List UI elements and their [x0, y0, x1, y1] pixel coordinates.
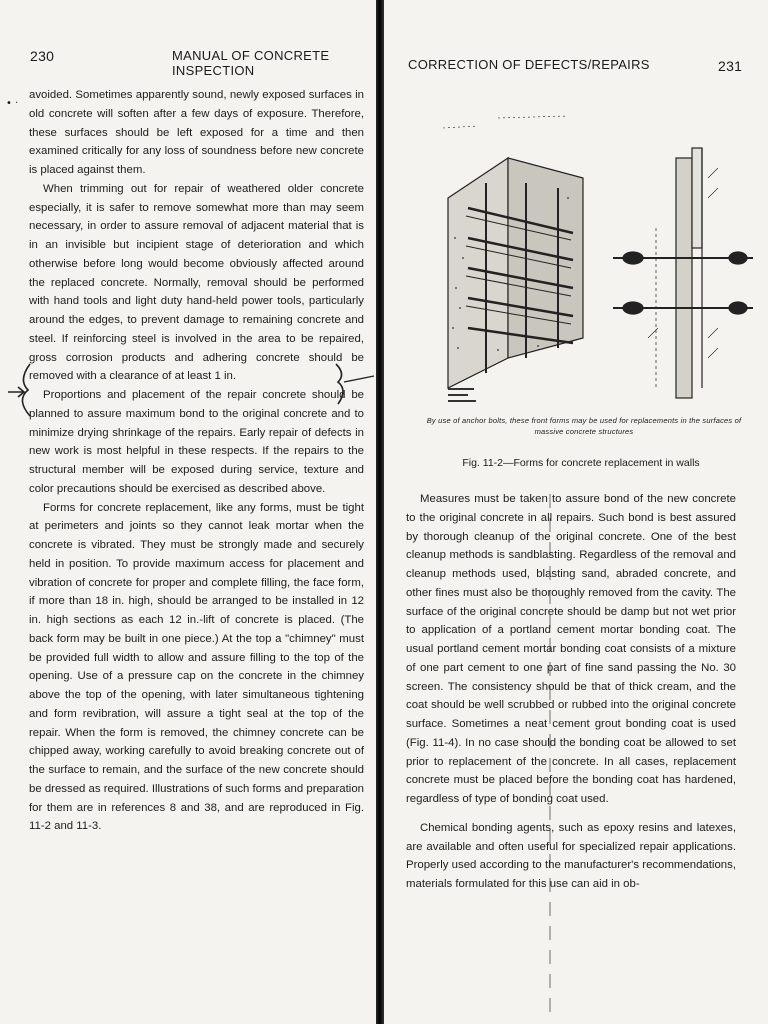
figure-title: Fig. 11-2—Forms for concrete replacement in walls	[462, 457, 700, 469]
right-page	[386, 0, 768, 1024]
figure-caption: By use of anchor bolts, these front forms may be used for replacements in the surfaces of massive concrete structures	[426, 416, 742, 436]
left-page-number: 230	[30, 48, 55, 64]
right-page-number: 231	[718, 58, 743, 74]
left-page	[0, 0, 378, 1024]
left-paragraph: Forms for concrete replacement, like any forms, must be tight at perimeters and joints so they cannot leak mortar when the concrete is vibrated. They must be strongly made and securely held in position. To provide maximum access for placement and vibration of concrete for proper and complete filling, the face form, if more than 18 in. high, should be arranged to be installed in 12 in. high sections as each 12 in.-lift of concrete is placed. (The back form may be built in one piece.) At the top a "chimney" must be provided full width to allow and assure filling to the top of the opening. Use of a pressure cap on the concrete in the chimney above the top of the opening, with later simultaneous tightening and form revibration, will assure a tight seal at the top of the repair. When the form is removed, the chimney concrete can be chipped away, working carefully to avoid breaking concrete out of the surface to remain, and the surface of the new concrete should be dressed as required. Illustrations of such forms and preparation for them are in references 8 and 38, and are reproduced in Fig. 11-2 and 11-3.	[29, 501, 364, 833]
margin-dot-mark: • ·	[6, 98, 19, 109]
right-text-column	[406, 490, 736, 894]
margin-arrow-mark	[330, 360, 378, 410]
right-paragraph: Chemical bonding agents, such as epoxy resins and latexes, are available and often useful for specialized repair applications. Properly used according to the manufacturer's recommendations, materials formulated for this use can aid in ob-	[406, 821, 736, 890]
left-paragraph: Proportions and placement of the repair concrete should be planned to assure maximum bond to the original concrete and to minimize drying shrinkage of the repairs. Early repair of defects in new work is most helpful in these respects. If the repairs to the structural member will be exposed during service, texture and color precautions should be exercised as described above.	[29, 389, 364, 495]
left-paragraph: When trimming out for repair of weathered older concrete especially, it is safer to remove somewhat more than may seem necessary, in order to assure removal of adjacent material that is in an invisible but incipient stage of deterioration and which otherwise before long would become obviously affected around the replaced concrete. Normally, removal should be performed with hand tools and light duty hand-held power tools, particularly around the edges, to prevent damage to remaining concrete and steel. If reinforcing steel is involved in the area to be repaired, gross corrosion products and adhering concrete should be removed with a clearance of at least 1 in.	[29, 182, 364, 383]
margin-bracket-mark	[4, 360, 44, 420]
margin-vertical-mark	[546, 490, 556, 1024]
left-text-column	[29, 86, 364, 836]
right-running-head: CORRECTION OF DEFECTS/REPAIRS	[408, 57, 650, 72]
left-running-head: MANUAL OF CONCRETE INSPECTION	[172, 48, 330, 78]
book-gutter	[376, 0, 384, 1024]
concrete-form-illustration	[408, 88, 758, 408]
right-paragraph: Measures must be taken to assure bond of the new concrete to the original concrete in all repairs. Such bond is best assured by thorough cleanup of the original concrete. One of the best cleanup methods is sandblasting. Regardless of the removal and cleanup methods used, blasting sand, abraded concrete, and other fines must also be thoroughly removed from the cavity. The surface of the original concrete should be damp but not wet prior to application of a portland cement mortar bonding coat. The usual portland cement mortar bonding coat consists of a mixture of one part cement to one part of fine sand passing the No. 30 screen. The consistency should be that of thick cream, and the coat should be well scrubbed or rubbed into the original concrete surface. Sometimes a neat cement grout bonding coat is used (Fig. 11-4). In no case should the bonding coat be allowed to set prior to replacement of the concrete. In all cases, replacement concrete must be placed before the bonding coat has hardened, regardless of type of bonding coat used.	[406, 493, 736, 805]
left-paragraph: avoided. Sometimes apparently sound, newly exposed surfaces in old concrete will soften after a few days of exposure. Therefore, these surfaces should be left exposed for a time and then examined critically for any loss of soundness before new concrete is placed against them.	[29, 89, 364, 176]
